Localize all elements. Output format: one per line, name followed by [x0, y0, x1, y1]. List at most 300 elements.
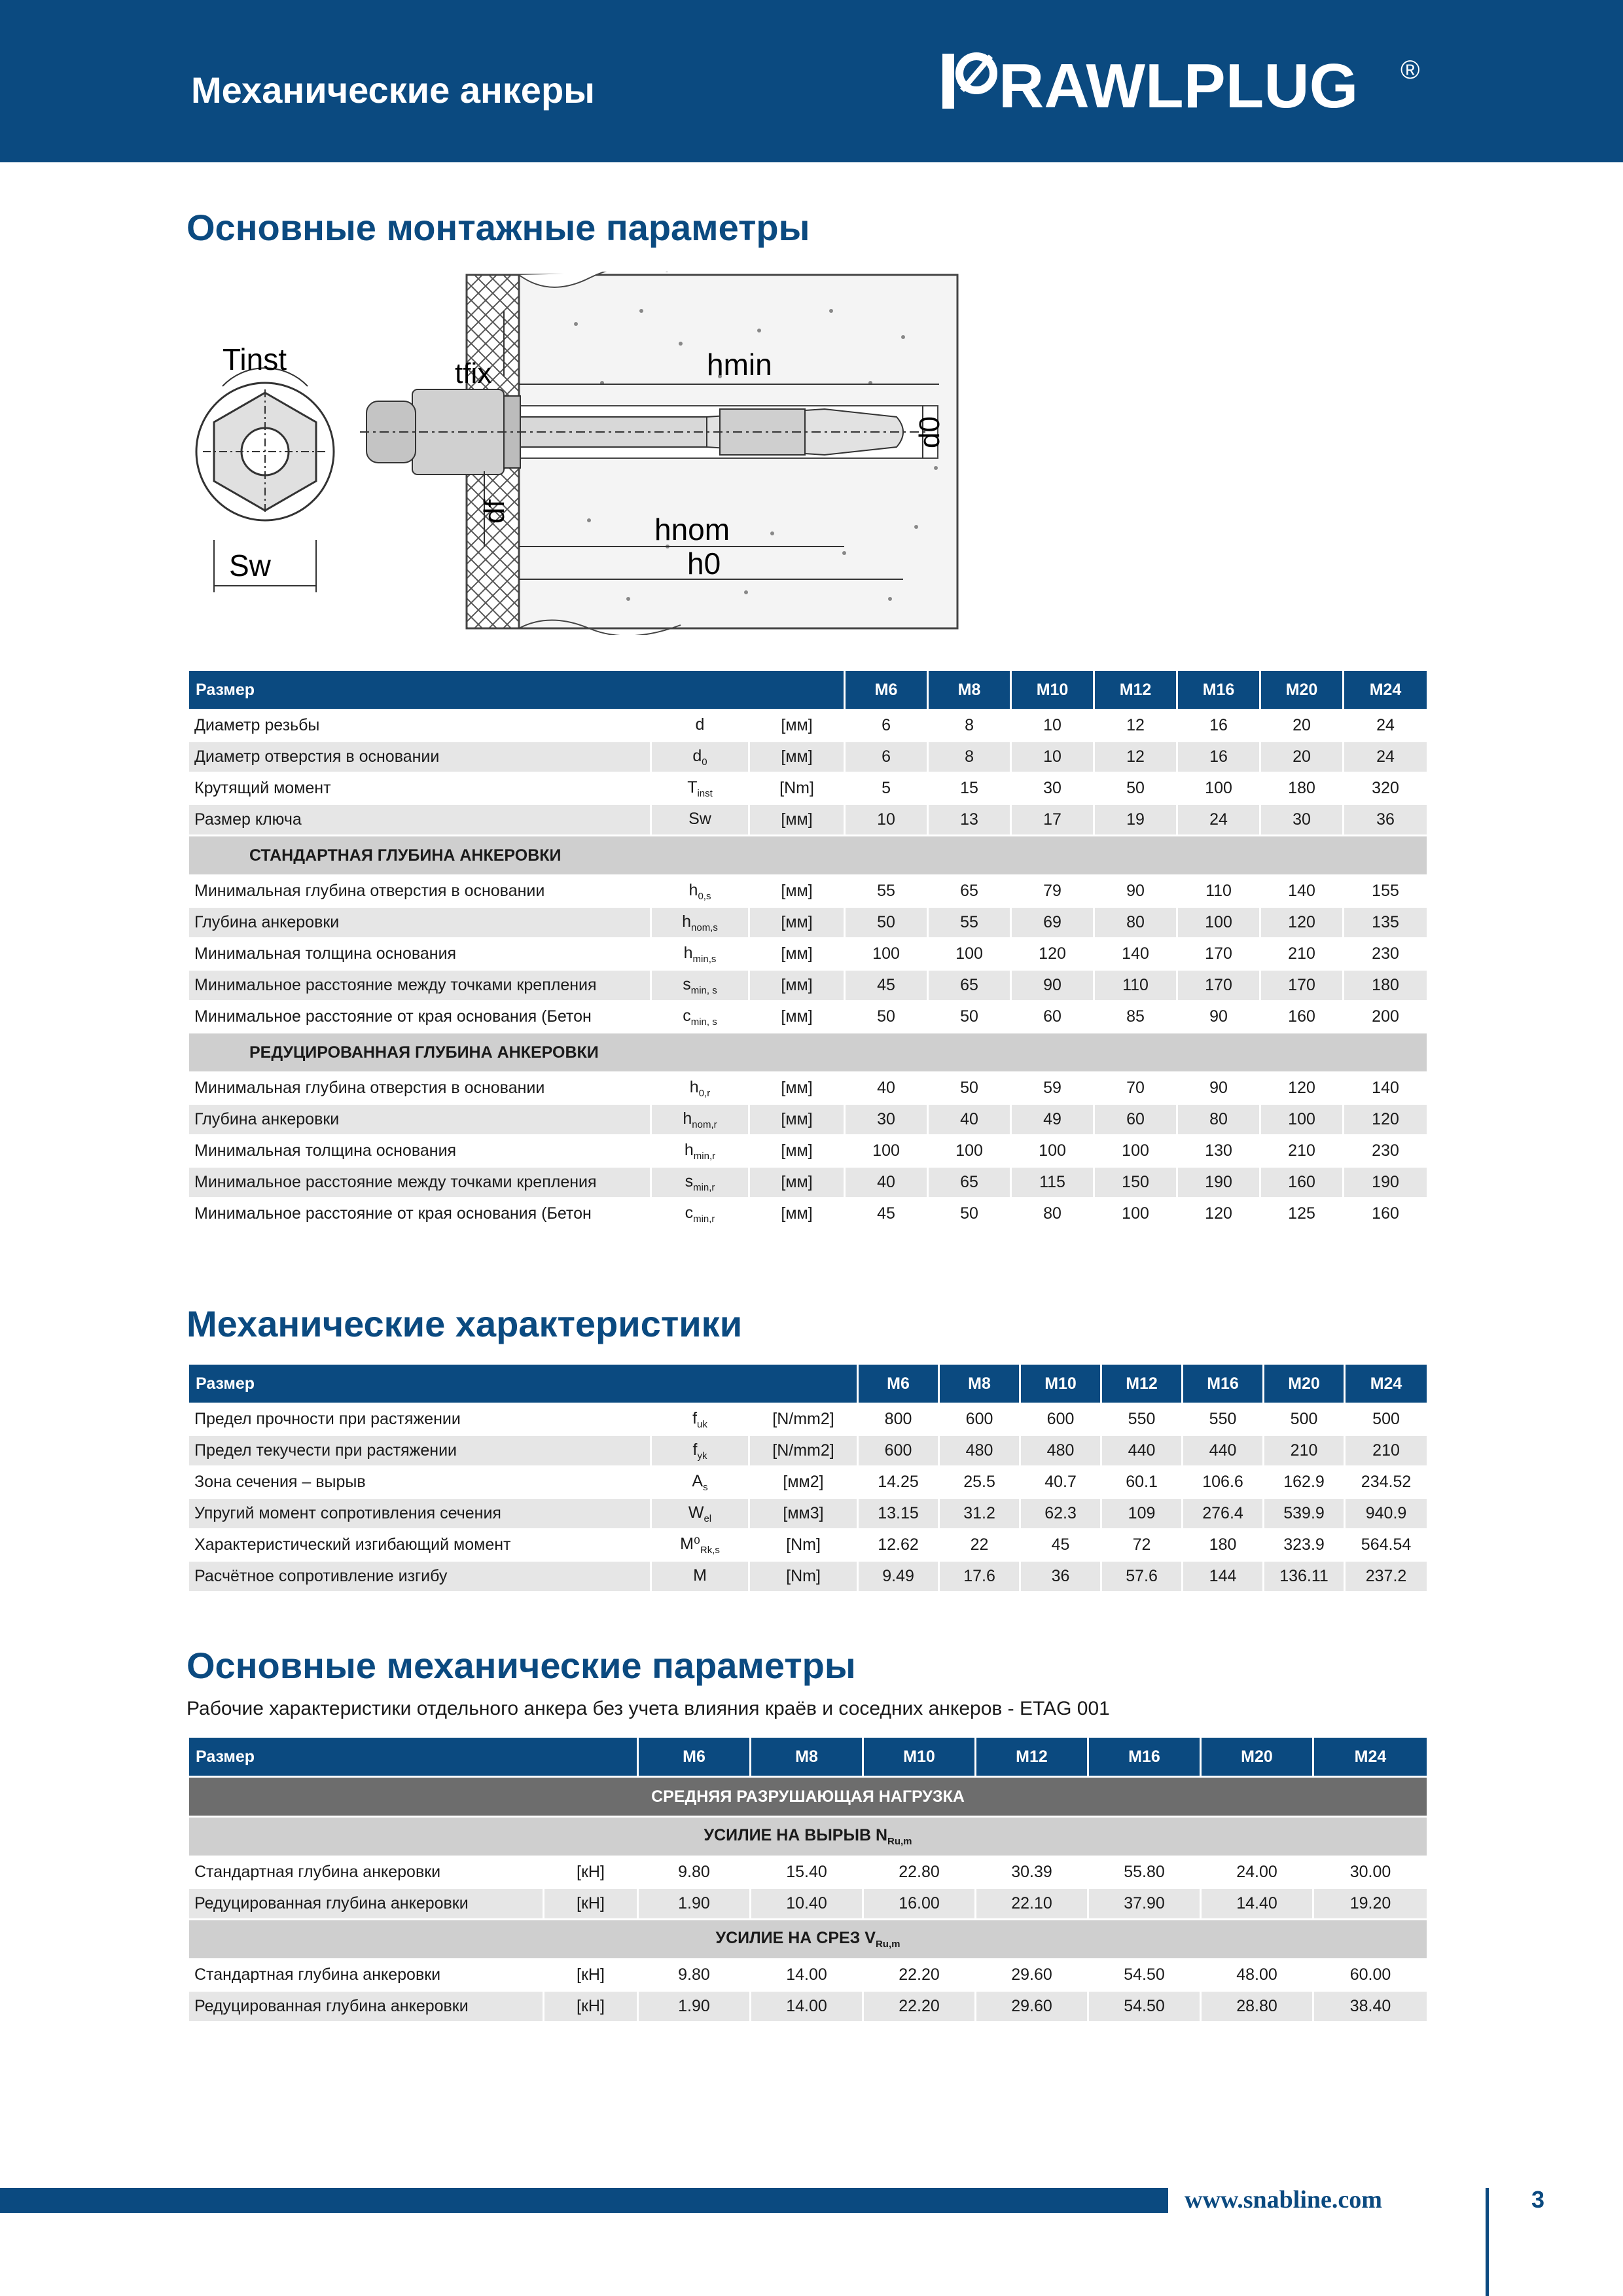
table-row	[188, 1498, 1428, 1530]
table-row	[188, 1073, 1428, 1104]
value-cell: 30.39	[976, 1857, 1088, 1888]
param-name: Минимальная толщина основания	[188, 939, 651, 970]
symbol-main: h	[684, 1140, 694, 1159]
table-row	[188, 1561, 1428, 1592]
param-name: Минимальное расстояние между точками крепления	[188, 970, 651, 1001]
value-cell: 54.50	[1088, 1960, 1201, 1991]
value-cell: 20	[1260, 710, 1344, 742]
symbol-main: Sw	[688, 809, 711, 828]
value-cell: 60	[1011, 1001, 1094, 1033]
value-cell: 24	[1344, 742, 1428, 773]
table-row	[188, 1857, 1428, 1888]
value-cell: 65	[928, 970, 1011, 1001]
param-symbol	[651, 1404, 749, 1435]
value-cell: 90	[1094, 876, 1177, 907]
value-cell: 28.80	[1201, 1991, 1313, 2022]
header-title: Механические анкеры	[191, 69, 595, 111]
table-row	[188, 1960, 1428, 1991]
value-cell: 440	[1183, 1435, 1264, 1467]
symbol-main: s	[685, 1172, 694, 1191]
value-cell: 9.49	[858, 1561, 939, 1592]
param-unit: [N/mm2]	[749, 1435, 858, 1467]
value-cell: 180	[1183, 1530, 1264, 1561]
size-m10: M10	[1011, 670, 1094, 710]
value-cell: 170	[1260, 970, 1344, 1001]
registered-mark: ®	[1400, 56, 1420, 84]
value-cell: 136.11	[1264, 1561, 1345, 1592]
value-cell: 100	[928, 1136, 1011, 1167]
param-name: Диаметр отверстия в основании	[188, 742, 651, 773]
table-row	[188, 1001, 1428, 1033]
value-cell: 180	[1344, 970, 1428, 1001]
size-m16: M16	[1088, 1737, 1201, 1777]
value-cell: 480	[939, 1435, 1020, 1467]
value-cell: 30	[845, 1104, 928, 1136]
value-cell: 539.9	[1264, 1498, 1345, 1530]
value-cell: 100	[1011, 1136, 1094, 1167]
symbol-subscript: min,r	[693, 1181, 715, 1193]
subgroup-pull-out	[188, 1817, 1428, 1857]
param-unit: [Nm]	[749, 1561, 858, 1592]
value-cell: 140	[1344, 1073, 1428, 1104]
symbol-subscript: 0,r	[698, 1087, 711, 1099]
value-cell: 100	[928, 939, 1011, 970]
brand-text: RAWLPLUG	[999, 51, 1359, 114]
param-name: Стандартная глубина анкеровки	[188, 1857, 544, 1888]
anchor-diagram	[183, 272, 969, 635]
value-cell: 110	[1177, 876, 1260, 907]
symbol-main: d	[692, 746, 702, 765]
value-cell: 180	[1260, 773, 1344, 804]
symbol-main: T	[687, 778, 698, 797]
value-cell: 40	[845, 1167, 928, 1198]
value-cell: 230	[1344, 939, 1428, 970]
symbol-subscript: nom,s	[691, 922, 718, 933]
value-cell: 48.00	[1201, 1960, 1313, 1991]
param-symbol	[651, 1467, 749, 1498]
param-symbol	[651, 773, 749, 804]
value-cell: 10	[845, 804, 928, 836]
value-cell: 170	[1177, 970, 1260, 1001]
value-cell: 25.5	[939, 1467, 1020, 1498]
value-cell: 49	[1011, 1104, 1094, 1136]
value-cell: 150	[1094, 1167, 1177, 1198]
value-cell: 50	[928, 1001, 1011, 1033]
value-cell: 80	[1011, 1198, 1094, 1230]
symbol-main: c	[685, 1203, 694, 1222]
value-cell: 160	[1260, 1167, 1344, 1198]
table-row	[188, 1404, 1428, 1435]
value-cell: 16	[1177, 742, 1260, 773]
value-cell: 24	[1177, 804, 1260, 836]
value-cell: 45	[845, 1198, 928, 1230]
param-symbol	[651, 1001, 749, 1033]
value-cell: 162.9	[1264, 1467, 1345, 1498]
value-cell: 600	[1020, 1404, 1101, 1435]
value-cell: 210	[1345, 1435, 1428, 1467]
symbol-subscript: min, s	[690, 1016, 717, 1028]
param-symbol	[651, 939, 749, 970]
param-unit: [мм]	[749, 907, 845, 939]
param-symbol	[651, 1498, 749, 1530]
label-sw: Sw	[229, 548, 271, 583]
size-m20: M20	[1201, 1737, 1313, 1777]
value-cell: 940.9	[1345, 1498, 1428, 1530]
size-m6: M6	[858, 1364, 939, 1404]
param-unit: [кН]	[544, 1888, 638, 1920]
t1-standard-rows	[188, 876, 1428, 1033]
param-name: Размер ключа	[188, 804, 651, 836]
size-m8: M8	[939, 1364, 1020, 1404]
param-name: Минимальное расстояние между точками крепления	[188, 1167, 651, 1198]
value-cell: 29.60	[976, 1960, 1088, 1991]
symbol-main: h	[682, 912, 692, 931]
value-cell: 72	[1101, 1530, 1183, 1561]
value-cell: 65	[928, 876, 1011, 907]
value-cell: 600	[858, 1435, 939, 1467]
value-cell: 60	[1094, 1104, 1177, 1136]
value-cell: 70	[1094, 1073, 1177, 1104]
param-symbol	[651, 1561, 749, 1592]
mechanical-table-header	[188, 1364, 1428, 1404]
value-cell: 50	[928, 1073, 1011, 1104]
table-row	[188, 1467, 1428, 1498]
param-unit: [Nm]	[749, 1530, 858, 1561]
symbol-main: A	[692, 1471, 704, 1490]
value-cell: 237.2	[1345, 1561, 1428, 1592]
value-cell: 8	[928, 742, 1011, 773]
value-cell: 6	[845, 710, 928, 742]
value-cell: 55	[928, 907, 1011, 939]
label-tfix: tfix	[455, 357, 492, 389]
symbol-main: c	[683, 1006, 691, 1025]
param-unit: [мм]	[749, 939, 845, 970]
param-symbol	[651, 970, 749, 1001]
symbol-main: h	[683, 1109, 692, 1128]
symbol-main: d	[695, 715, 705, 734]
param-unit: [мм]	[749, 1073, 845, 1104]
label-h0: h0	[687, 547, 721, 581]
size-m8: M8	[751, 1737, 863, 1777]
section-title-mechanical: Механические характеристики	[187, 1303, 743, 1344]
value-cell: 106.6	[1183, 1467, 1264, 1498]
value-cell: 230	[1344, 1136, 1428, 1167]
value-cell: 1.90	[638, 1991, 751, 2022]
value-cell: 17.6	[939, 1561, 1020, 1592]
value-cell: 6	[845, 742, 928, 773]
t1-basic-rows	[188, 710, 1428, 836]
symbol-main: M	[693, 1566, 707, 1585]
value-cell: 65	[928, 1167, 1011, 1198]
value-cell: 100	[1094, 1136, 1177, 1167]
size-m8: M8	[928, 670, 1011, 710]
value-cell: 50	[845, 1001, 928, 1033]
value-cell: 69	[1011, 907, 1094, 939]
value-cell: 19.20	[1313, 1888, 1428, 1920]
size-header: Размер	[188, 1737, 638, 1777]
value-cell: 22.20	[863, 1960, 976, 1991]
param-unit: [кН]	[544, 1991, 638, 2022]
param-name: Расчётное сопротивление изгибу	[188, 1561, 651, 1592]
param-name: Упругий момент сопротивления сечения	[188, 1498, 651, 1530]
table-row	[188, 1530, 1428, 1561]
rawlplug-logo	[942, 48, 1440, 114]
symbol-subscript: min,s	[692, 953, 717, 965]
param-name: Глубина анкеровки	[188, 1104, 651, 1136]
param-name: Минимальное расстояние от края основания (Бетон	[188, 1001, 651, 1033]
value-cell: 15.40	[751, 1857, 863, 1888]
param-unit: [мм]	[749, 710, 845, 742]
table-row	[188, 939, 1428, 970]
param-unit: [мм]	[749, 970, 845, 1001]
size-m10: M10	[1020, 1364, 1101, 1404]
value-cell: 50	[1094, 773, 1177, 804]
symbol-subscript: Rk,s	[700, 1545, 720, 1556]
symbol-subscript: min, s	[690, 984, 717, 996]
size-m20: M20	[1264, 1364, 1345, 1404]
value-cell: 100	[1094, 1198, 1177, 1230]
value-cell: 90	[1011, 970, 1094, 1001]
symbol-subscript: min,r	[693, 1150, 716, 1162]
value-cell: 140	[1260, 876, 1344, 907]
size-m6: M6	[638, 1737, 751, 1777]
symbol-main: f	[692, 1408, 698, 1427]
symbol-main: s	[683, 975, 691, 994]
value-cell: 160	[1344, 1198, 1428, 1230]
param-unit: [мм]	[749, 1001, 845, 1033]
param-unit: [мм]	[749, 1167, 845, 1198]
param-unit: [мм2]	[749, 1467, 858, 1498]
page-header	[0, 0, 1623, 162]
installation-table-header	[188, 670, 1428, 710]
symbol-subscript: el	[704, 1513, 712, 1524]
value-cell: 210	[1260, 1136, 1344, 1167]
table-row	[188, 1167, 1428, 1198]
param-unit: [мм]	[749, 742, 845, 773]
param-name: Редуцированная глубина анкеровки	[188, 1991, 544, 2022]
param-name: Редуцированная глубина анкеровки	[188, 1888, 544, 1920]
value-cell: 79	[1011, 876, 1094, 907]
value-cell: 140	[1094, 939, 1177, 970]
t2-rows	[188, 1404, 1428, 1592]
param-symbol	[651, 1136, 749, 1167]
value-cell: 16	[1177, 710, 1260, 742]
symbol-main: h	[683, 943, 693, 962]
param-unit: [мм]	[749, 876, 845, 907]
value-cell: 57.6	[1101, 1561, 1183, 1592]
value-cell: 36	[1344, 804, 1428, 836]
param-name: Диаметр резьбы	[188, 710, 651, 742]
value-cell: 14.00	[751, 1960, 863, 1991]
symbol-main: h	[689, 1077, 699, 1096]
value-cell: 500	[1345, 1404, 1428, 1435]
value-cell: 320	[1344, 773, 1428, 804]
size-m12: M12	[1101, 1364, 1183, 1404]
param-unit: [мм]	[749, 1104, 845, 1136]
value-cell: 13	[928, 804, 1011, 836]
table-row	[188, 907, 1428, 939]
value-cell: 234.52	[1345, 1467, 1428, 1498]
pull-out-label: УСИЛИЕ НА ВЫРЫВ N	[704, 1826, 887, 1844]
param-symbol	[651, 804, 749, 836]
value-cell: 440	[1101, 1435, 1183, 1467]
value-cell: 40	[928, 1104, 1011, 1136]
value-cell: 36	[1020, 1561, 1101, 1592]
value-cell: 480	[1020, 1435, 1101, 1467]
value-cell: 120	[1344, 1104, 1428, 1136]
value-cell: 22.80	[863, 1857, 976, 1888]
table-row	[188, 742, 1428, 773]
group-standard-depth: СТАНДАРТНАЯ ГЛУБИНА АНКЕРОВКИ	[188, 836, 1428, 876]
value-cell: 29.60	[976, 1991, 1088, 2022]
table-row	[188, 1136, 1428, 1167]
param-symbol	[651, 907, 749, 939]
value-cell: 38.40	[1313, 1991, 1428, 2022]
size-m20: M20	[1260, 670, 1344, 710]
value-cell: 30	[1011, 773, 1094, 804]
size-m24: M24	[1313, 1737, 1428, 1777]
value-cell: 170	[1177, 939, 1260, 970]
value-cell: 80	[1094, 907, 1177, 939]
table-row	[188, 1198, 1428, 1230]
table-row	[188, 970, 1428, 1001]
param-name: Глубина анкеровки	[188, 907, 651, 939]
table-row	[188, 876, 1428, 907]
shear-label: УСИЛИЕ НА СРЕЗ V	[715, 1929, 876, 1947]
t3-shear-rows	[188, 1960, 1428, 2022]
value-cell: 125	[1260, 1198, 1344, 1230]
symbol-main: f	[692, 1440, 698, 1459]
size-m12: M12	[1094, 670, 1177, 710]
value-cell: 13.15	[858, 1498, 939, 1530]
value-cell: 45	[845, 970, 928, 1001]
label-d0: d0	[914, 416, 946, 448]
param-name: Минимальное расстояние от края основания (Бетон	[188, 1198, 651, 1230]
size-m10: M10	[863, 1737, 976, 1777]
param-symbol	[651, 1435, 749, 1467]
value-cell: 1.90	[638, 1888, 751, 1920]
value-cell: 115	[1011, 1167, 1094, 1198]
value-cell: 120	[1177, 1198, 1260, 1230]
param-symbol	[651, 1530, 749, 1561]
value-cell: 55	[845, 876, 928, 907]
value-cell: 85	[1094, 1001, 1177, 1033]
value-cell: 40	[845, 1073, 928, 1104]
param-symbol	[651, 1104, 749, 1136]
value-cell: 9.80	[638, 1960, 751, 1991]
value-cell: 323.9	[1264, 1530, 1345, 1561]
symbol-main: W	[688, 1503, 704, 1522]
value-cell: 20	[1260, 742, 1344, 773]
value-cell: 40.7	[1020, 1467, 1101, 1498]
param-name: Предел прочности при растяжении	[188, 1404, 651, 1435]
param-name: Крутящий момент	[188, 773, 651, 804]
param-unit: [N/mm2]	[749, 1404, 858, 1435]
table-row	[188, 1104, 1428, 1136]
value-cell: 120	[1011, 939, 1094, 970]
table-row	[188, 773, 1428, 804]
value-cell: 190	[1344, 1167, 1428, 1198]
param-symbol	[651, 1198, 749, 1230]
value-cell: 16.00	[863, 1888, 976, 1920]
value-cell: 14.25	[858, 1467, 939, 1498]
footer-bar	[0, 2188, 1168, 2213]
param-unit: [мм3]	[749, 1498, 858, 1530]
group-reduced-depth: РЕДУЦИРОВАННАЯ ГЛУБИНА АНКЕРОВКИ	[188, 1033, 1428, 1073]
value-cell: 10	[1011, 742, 1094, 773]
value-cell: 15	[928, 773, 1011, 804]
value-cell: 12.62	[858, 1530, 939, 1561]
param-unit: [кН]	[544, 1960, 638, 1991]
value-cell: 19	[1094, 804, 1177, 836]
basic-subtitle: Рабочие характеристики отдельного анкера без учета влияния краёв и соседних анкеров - ETAG 001	[187, 1698, 1110, 1719]
value-cell: 24	[1344, 710, 1428, 742]
param-symbol	[651, 710, 749, 742]
symbol-subscript: nom,r	[692, 1119, 717, 1130]
mechanical-table	[187, 1363, 1429, 1593]
value-cell: 135	[1344, 907, 1428, 939]
value-cell: 120	[1260, 907, 1344, 939]
value-cell: 60.00	[1313, 1960, 1428, 1991]
t1-reduced-rows	[188, 1073, 1428, 1230]
load-table-header	[188, 1737, 1428, 1777]
value-cell: 54.50	[1088, 1991, 1201, 2022]
value-cell: 100	[1177, 773, 1260, 804]
page-number: 3	[1531, 2186, 1545, 2213]
size-header: Размер	[188, 670, 845, 710]
value-cell: 9.80	[638, 1857, 751, 1888]
label-tinst: Tinst	[223, 342, 287, 376]
param-symbol	[651, 876, 749, 907]
param-name: Предел текучести при растяжении	[188, 1435, 651, 1467]
value-cell: 45	[1020, 1530, 1101, 1561]
value-cell: 155	[1344, 876, 1428, 907]
value-cell: 50	[928, 1198, 1011, 1230]
value-cell: 10	[1011, 710, 1094, 742]
symbol-subscript: 0	[702, 756, 707, 768]
value-cell: 100	[845, 1136, 928, 1167]
footer-divider	[1486, 2188, 1489, 2296]
table-row	[188, 1888, 1428, 1920]
section-title-installation: Основные монтажные параметры	[187, 207, 810, 248]
size-header: Размер	[188, 1364, 858, 1404]
param-unit: [мм]	[749, 1198, 845, 1230]
table-row	[188, 710, 1428, 742]
value-cell: 276.4	[1183, 1498, 1264, 1530]
value-cell: 200	[1344, 1001, 1428, 1033]
param-unit: [мм]	[749, 804, 845, 836]
value-cell: 50	[845, 907, 928, 939]
param-name: Стандартная глубина анкеровки	[188, 1960, 544, 1991]
table-row	[188, 1991, 1428, 2022]
footer-url[interactable]: www.snabline.com	[1185, 2186, 1382, 2214]
param-name: Минимальная глубина отверстия в основании	[188, 1073, 651, 1104]
param-name: Характеристический изгибающий момент	[188, 1530, 651, 1561]
value-cell: 210	[1264, 1435, 1345, 1467]
param-name: Минимальная толщина основания	[188, 1136, 651, 1167]
value-cell: 109	[1101, 1498, 1183, 1530]
value-cell: 22.10	[976, 1888, 1088, 1920]
symbol-subscript: uk	[697, 1418, 707, 1430]
value-cell: 59	[1011, 1073, 1094, 1104]
value-cell: 37.90	[1088, 1888, 1201, 1920]
param-symbol	[651, 1167, 749, 1198]
value-cell: 90	[1177, 1073, 1260, 1104]
value-cell: 550	[1183, 1404, 1264, 1435]
value-cell: 22.20	[863, 1991, 976, 2022]
param-symbol	[651, 742, 749, 773]
value-cell: 600	[939, 1404, 1020, 1435]
